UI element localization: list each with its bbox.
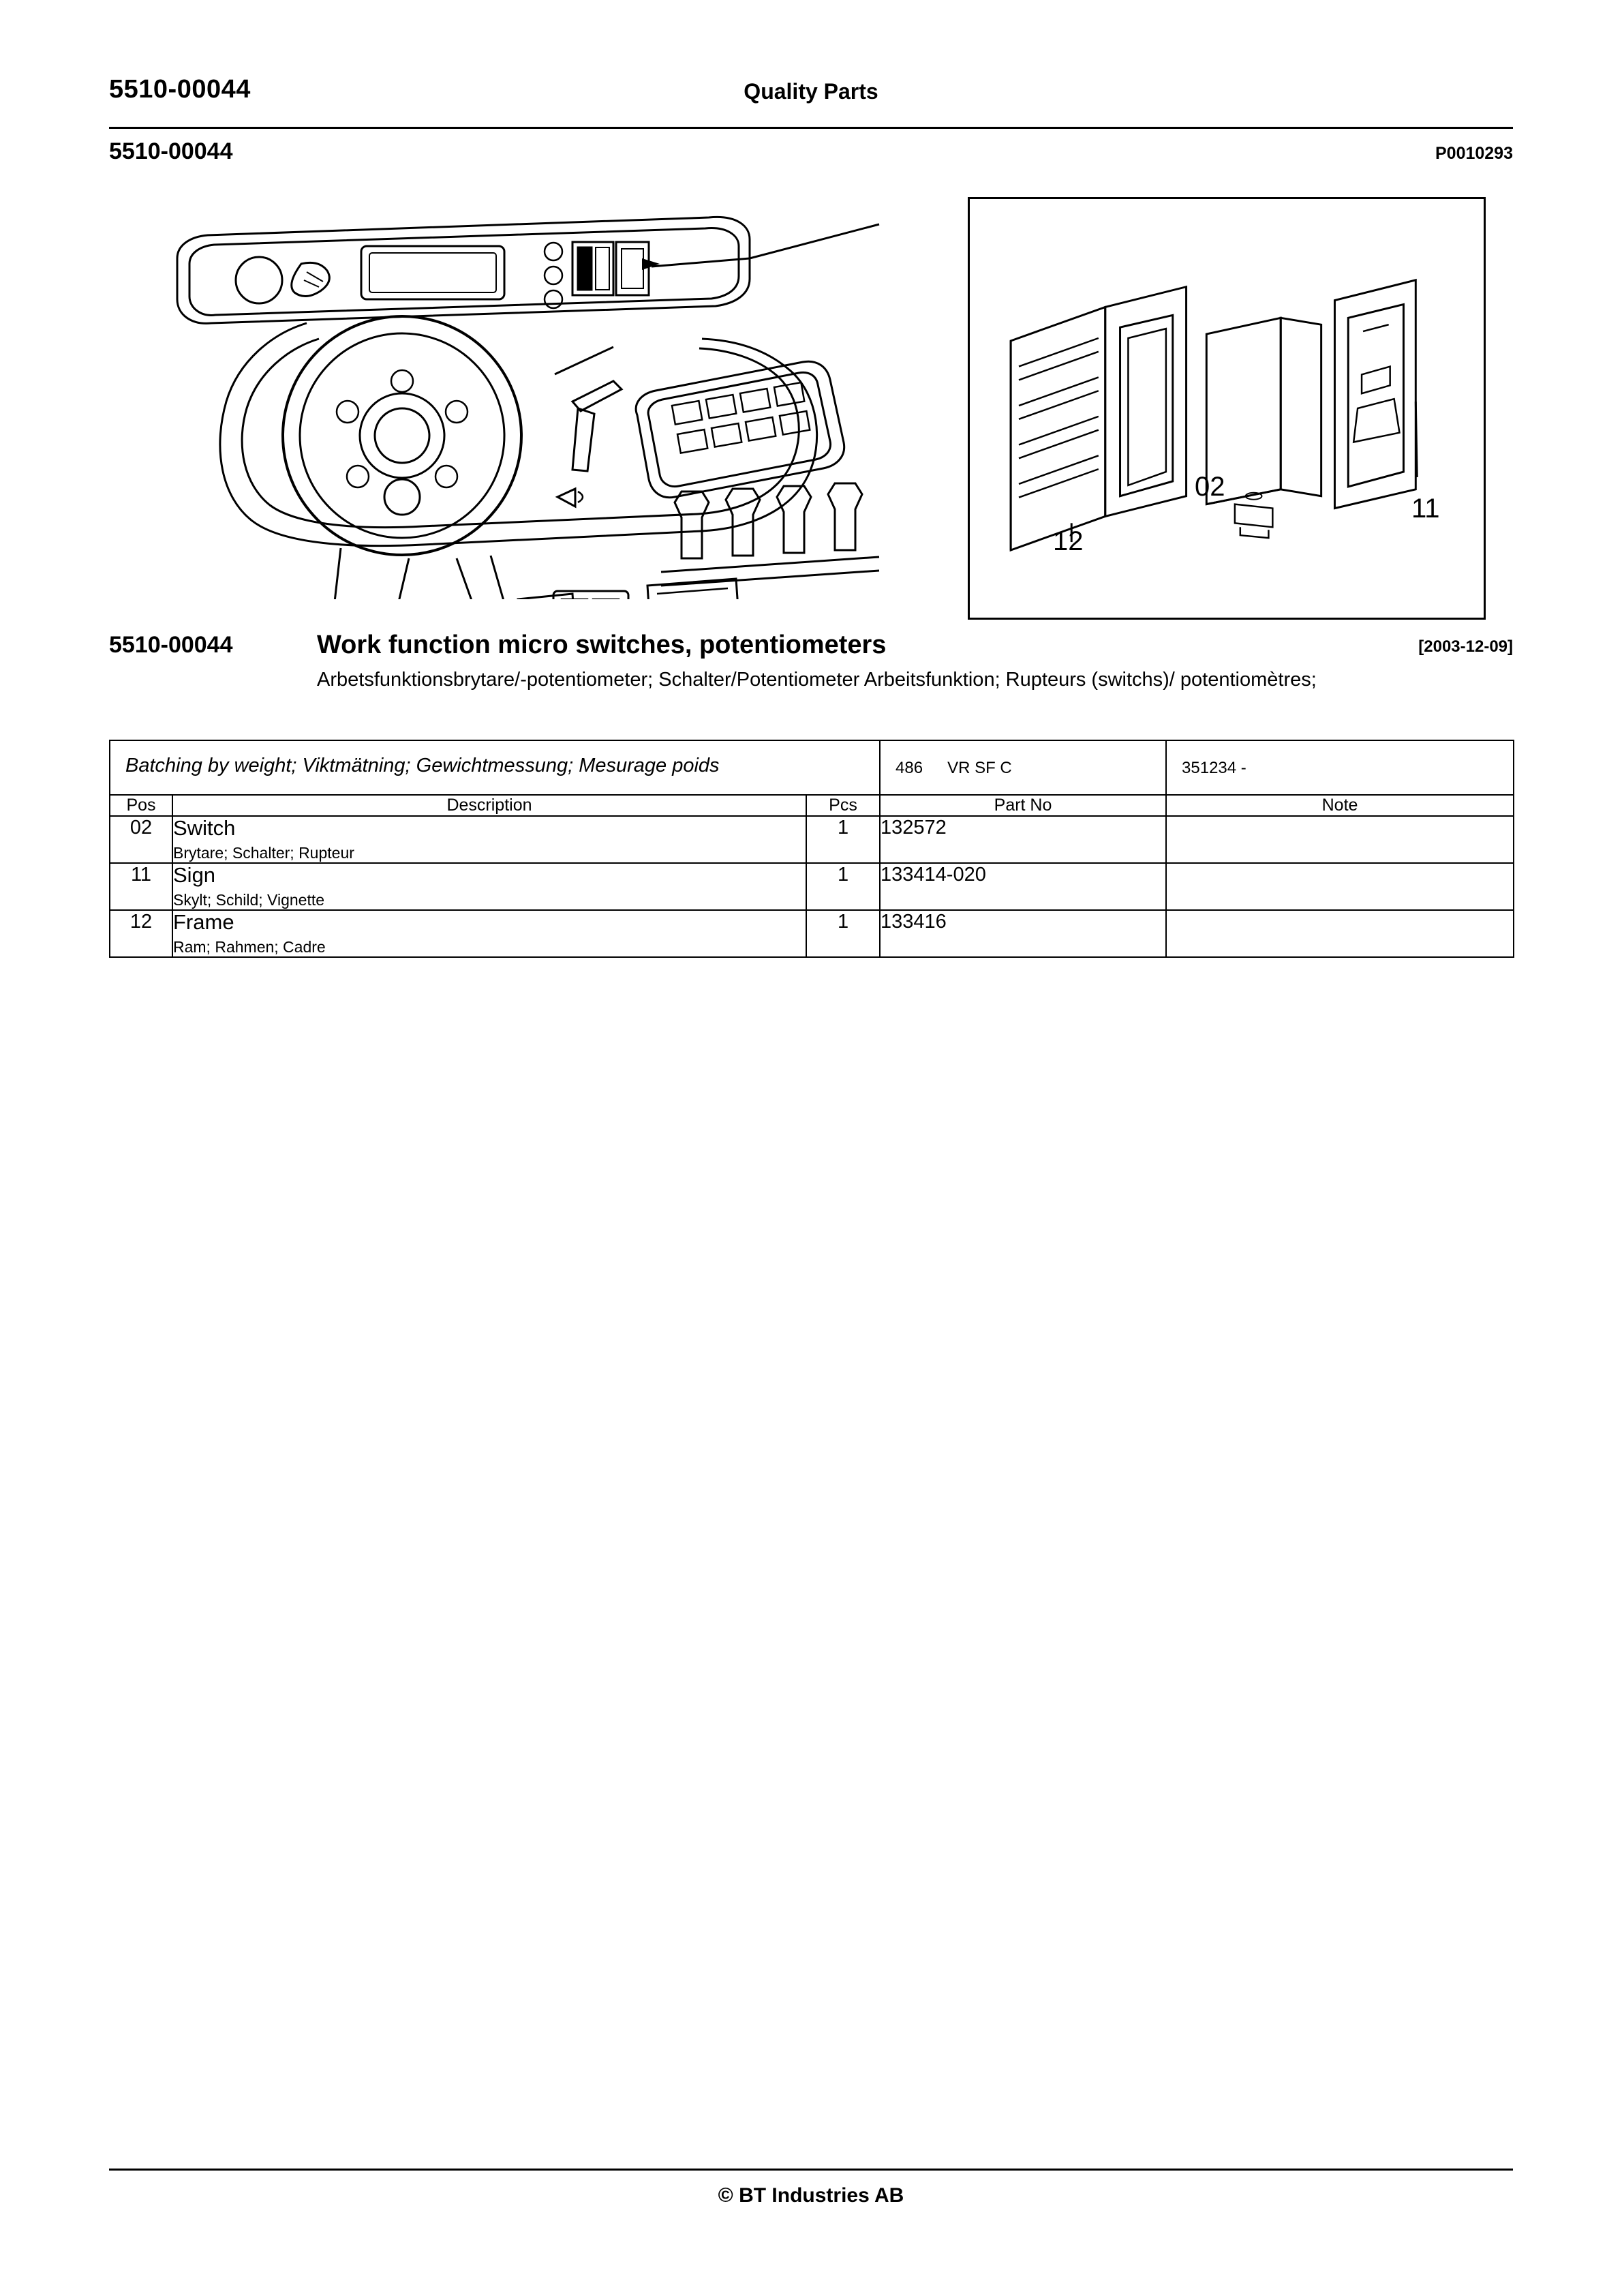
batching-code-number: 486 bbox=[896, 759, 923, 777]
section-subheader bbox=[109, 138, 1513, 177]
row-note bbox=[1166, 863, 1514, 910]
column-header-part-no: Part No bbox=[880, 795, 1166, 816]
batching-code-cell bbox=[880, 740, 1166, 795]
column-header-pcs: Pcs bbox=[806, 795, 880, 816]
part-title-translations: Arbetsfunktionsbrytare/-potentiometer; Schalter/Potentiometer Arbeitsfunktion; Rupteurs (switchs)/ potentiomètres; bbox=[317, 669, 1317, 691]
detail-illustration-box bbox=[968, 197, 1486, 620]
row-description bbox=[172, 863, 806, 910]
row-description-translations: Brytare; Schalter; Rupteur bbox=[173, 844, 354, 862]
row-pos: 11 bbox=[110, 863, 172, 910]
part-title-block bbox=[109, 632, 1513, 721]
part-title-code: 5510-00044 bbox=[109, 632, 233, 658]
row-description-translations: Skylt; Schild; Vignette bbox=[173, 891, 325, 909]
header-divider bbox=[109, 127, 1513, 129]
row-pos: 02 bbox=[110, 816, 172, 863]
batching-serial-cell bbox=[1166, 740, 1514, 795]
row-part-no: 132572 bbox=[880, 816, 1166, 863]
column-header-pos: Pos bbox=[110, 795, 172, 816]
footer-divider bbox=[109, 2169, 1513, 2171]
part-title-date: [2003-12-09] bbox=[1418, 637, 1513, 656]
row-description-translations: Ram; Rahmen; Cadre bbox=[173, 938, 326, 956]
dashboard-illustration bbox=[136, 177, 906, 599]
table-header-row bbox=[110, 795, 1514, 816]
batching-label: Batching by weight; Viktmätning; Gewichtmessung; Mesurage poids bbox=[125, 755, 720, 776]
batching-serial: 351234 - bbox=[1182, 759, 1246, 777]
header-document-code: 5510-00044 bbox=[109, 75, 251, 104]
footer-copyright: © BT Industries AB bbox=[718, 2184, 904, 2207]
row-pcs: 1 bbox=[806, 863, 880, 910]
table-row bbox=[110, 863, 1514, 910]
page-content bbox=[109, 75, 1513, 958]
figure-area bbox=[109, 177, 1513, 620]
row-description-main: Frame bbox=[173, 910, 234, 935]
row-description-main: Switch bbox=[173, 816, 236, 840]
callout-11: 11 bbox=[1411, 494, 1440, 524]
row-note bbox=[1166, 816, 1514, 863]
row-part-no: 133416 bbox=[880, 910, 1166, 957]
header-title: Quality Parts bbox=[744, 79, 878, 104]
part-title-name: Work function micro switches, potentiometers bbox=[317, 631, 887, 659]
row-pos: 12 bbox=[110, 910, 172, 957]
column-header-note: Note bbox=[1166, 795, 1514, 816]
row-description-main: Sign bbox=[173, 863, 216, 888]
table-row bbox=[110, 816, 1514, 863]
batching-row bbox=[110, 740, 1514, 795]
batching-label-cell bbox=[110, 740, 880, 795]
row-part-no: 133414-020 bbox=[880, 863, 1166, 910]
callout-12: 12 bbox=[1053, 526, 1084, 556]
row-note bbox=[1166, 910, 1514, 957]
page-footer bbox=[109, 2164, 1513, 2207]
figure-id: P0010293 bbox=[1435, 144, 1513, 163]
callout-02: 02 bbox=[1195, 472, 1225, 502]
row-pcs: 1 bbox=[806, 910, 880, 957]
table-row bbox=[110, 910, 1514, 957]
page-header bbox=[109, 75, 1513, 123]
row-description bbox=[172, 910, 806, 957]
column-header-description: Description bbox=[172, 795, 806, 816]
row-description bbox=[172, 816, 806, 863]
row-pcs: 1 bbox=[806, 816, 880, 863]
batching-code-letters: VR SF C bbox=[947, 759, 1012, 777]
section-code: 5510-00044 bbox=[109, 138, 233, 164]
parts-table bbox=[109, 740, 1514, 958]
